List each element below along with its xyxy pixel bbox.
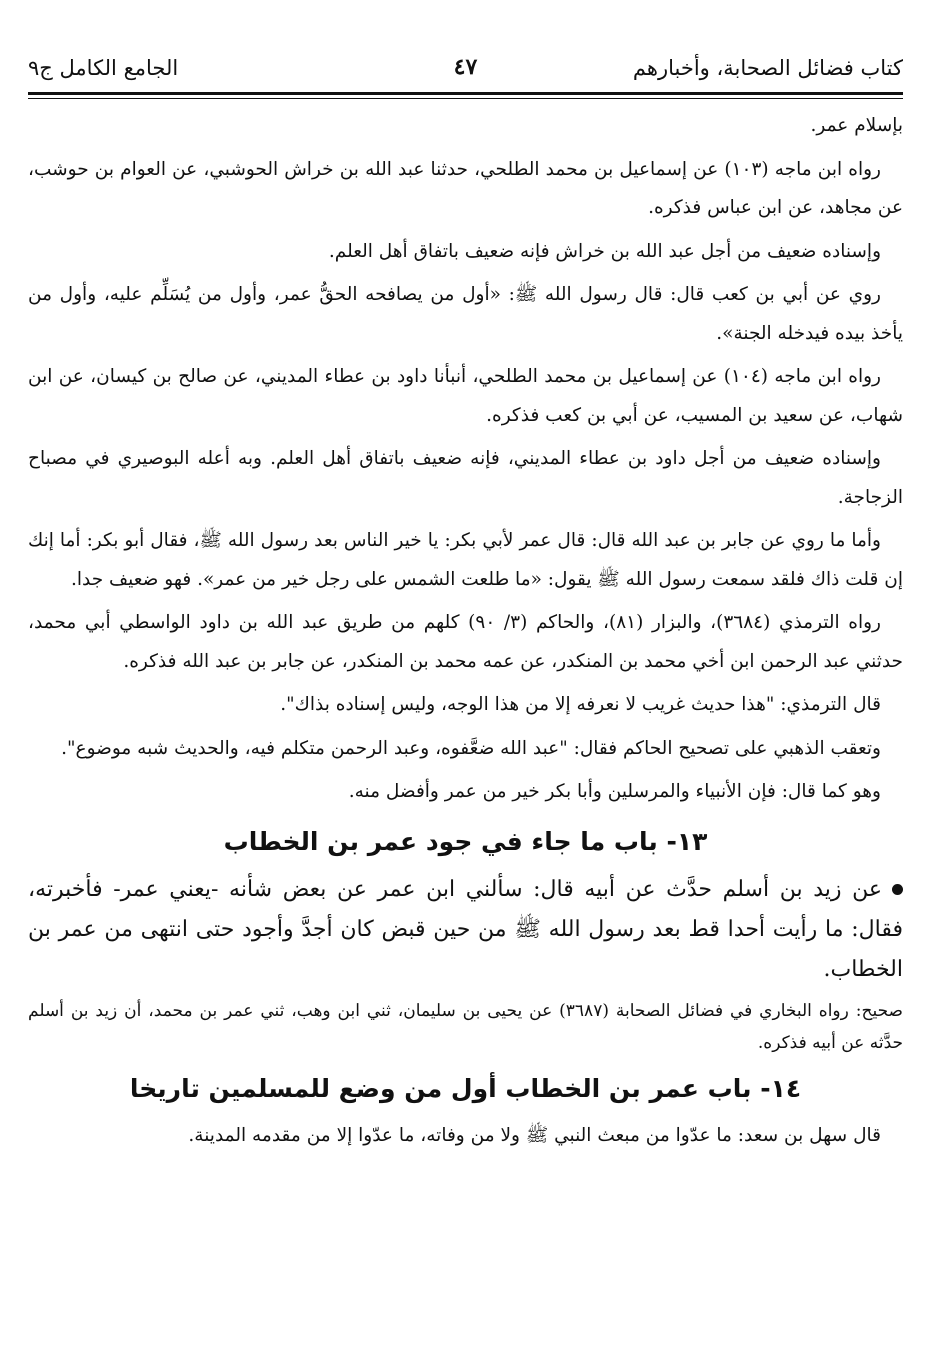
paragraph-3: وإسناده ضعيف من أجل عبد الله بن خراش فإنه ضعيف باتفاق أهل العلم.: [328, 240, 881, 262]
paragraph-6: وإسناده ضعيف من أجل داود بن عطاء المديني، فإنه ضعيف باتفاق أهل العلم. وبه أعله البوصيري في مصباح الزجاجة.: [28, 448, 903, 508]
paragraph-10: وتعقب الذهبي على تصحيح الحاكم فقال: "عبد الله ضعَّفوه، وعبد الرحمن متكلم فيه، والحديث شبه موضوع".: [61, 737, 881, 759]
page-body: [28, 107, 903, 1155]
chapter-13-heading: ١٣- باب ما جاء في جود عمر بن الخطاب: [223, 826, 708, 856]
paragraph-1: بإسلام عمر.: [810, 115, 903, 136]
bullet-icon: [892, 884, 903, 895]
header-book-title: كتاب فضائل الصحابة، وأخبارهم: [632, 56, 903, 80]
book-page: [28, 44, 903, 1354]
paragraph-11: وهو كما قال: فإن الأنبياء والمرسلين وأبا بكر خير من عمر وأفضل منه.: [348, 781, 881, 802]
paragraph-5: رواه ابن ماجه (١٠٤) عن إسماعيل بن محمد الطلحي، أنبأنا داود بن عطاء المديني، عن صالح بن كيسان، عن ابن شهاب، عن سعيد بن المسيب، عن أبي بن كعب فذكره.: [28, 366, 903, 426]
chapter-14-text: قال سهل بن سعد: ما عدّوا من مبعث النبي ﷺ ولا من وفاته، ما عدّوا إلا من مقدمه المدينة.: [188, 1124, 881, 1146]
chapter-13-note: صحيح: رواه البخاري في فضائل الصحابة (٣٦٨٧) عن يحيى بن سليمان، ثني ابن وهب، ثني عمر بن محمد، أن زيد بن أسلم حدَّثه عن أبيه فذكره.: [28, 1000, 903, 1053]
header-volume: الجامع الكامل ج٩: [28, 56, 179, 80]
chapter-14-heading: ١٤- باب عمر بن الخطاب أول من وضع للمسلمين تاريخا: [129, 1073, 802, 1103]
paragraph-9: قال الترمذي: "هذا حديث غريب لا نعرفه إلا من هذا الوجه، وليس إسناده بذاك".: [280, 694, 881, 715]
paragraph-2: رواه ابن ماجه (١٠٣) عن إسماعيل بن محمد الطلحي، حدثنا عبد الله بن خراش الحوشبي، عن العوام بن حوشب، عن مجاهد، عن ابن عباس فذكره.: [28, 158, 903, 218]
paragraph-4: روي عن أبي بن كعب قال: قال رسول الله ﷺ: «أول من يصافحه الحقُّ عمر، وأول من يُسَلِّم عليه، وأول من يأخذ بيده فيدخله الجنة».: [28, 284, 903, 344]
header-page-number: ٤٧: [453, 54, 478, 80]
chapter-13-hadith-text: عن زيد بن أسلم حدَّث عن أبيه قال: سألني ابن عمر عن بعض شأنه -يعني عمر- فأخبرته، فقال: ما رأيت أحدا قط بعد رسول الله ﷺ من حين قبض كان أجدَّ وأجود حتى انتهى من عمر بن الخطاب.: [28, 876, 903, 982]
paragraph-8: رواه الترمذي (٣٦٨٤)، والبزار (٨١)، والحاكم (٣/ ٩٠) كلهم من طريق عبد الله بن داود الواسطي أبي محمد، حدثني عبد الرحمن ابن أخي محمد بن المنكدر، عن عمه محمد بن المنكدر، عن جابر بن عبد الله فذكره.: [28, 612, 903, 672]
chapter-13-hadith: [28, 870, 903, 990]
paragraph-7: وأما ما روي عن جابر بن عبد الله قال: قال عمر لأبي بكر: يا خير الناس بعد رسول الله ﷺ، فقال أبو بكر: أما إنك إن قلت ذاك فلقد سمعت رسول الله ﷺ يقول: «ما طلعت الشمس على رجل خير من عمر». فهو ضعيف جدا.: [28, 530, 903, 590]
header-rule-thin: [28, 98, 903, 99]
header-rule-thick: [28, 92, 903, 95]
page-header: [28, 44, 903, 84]
